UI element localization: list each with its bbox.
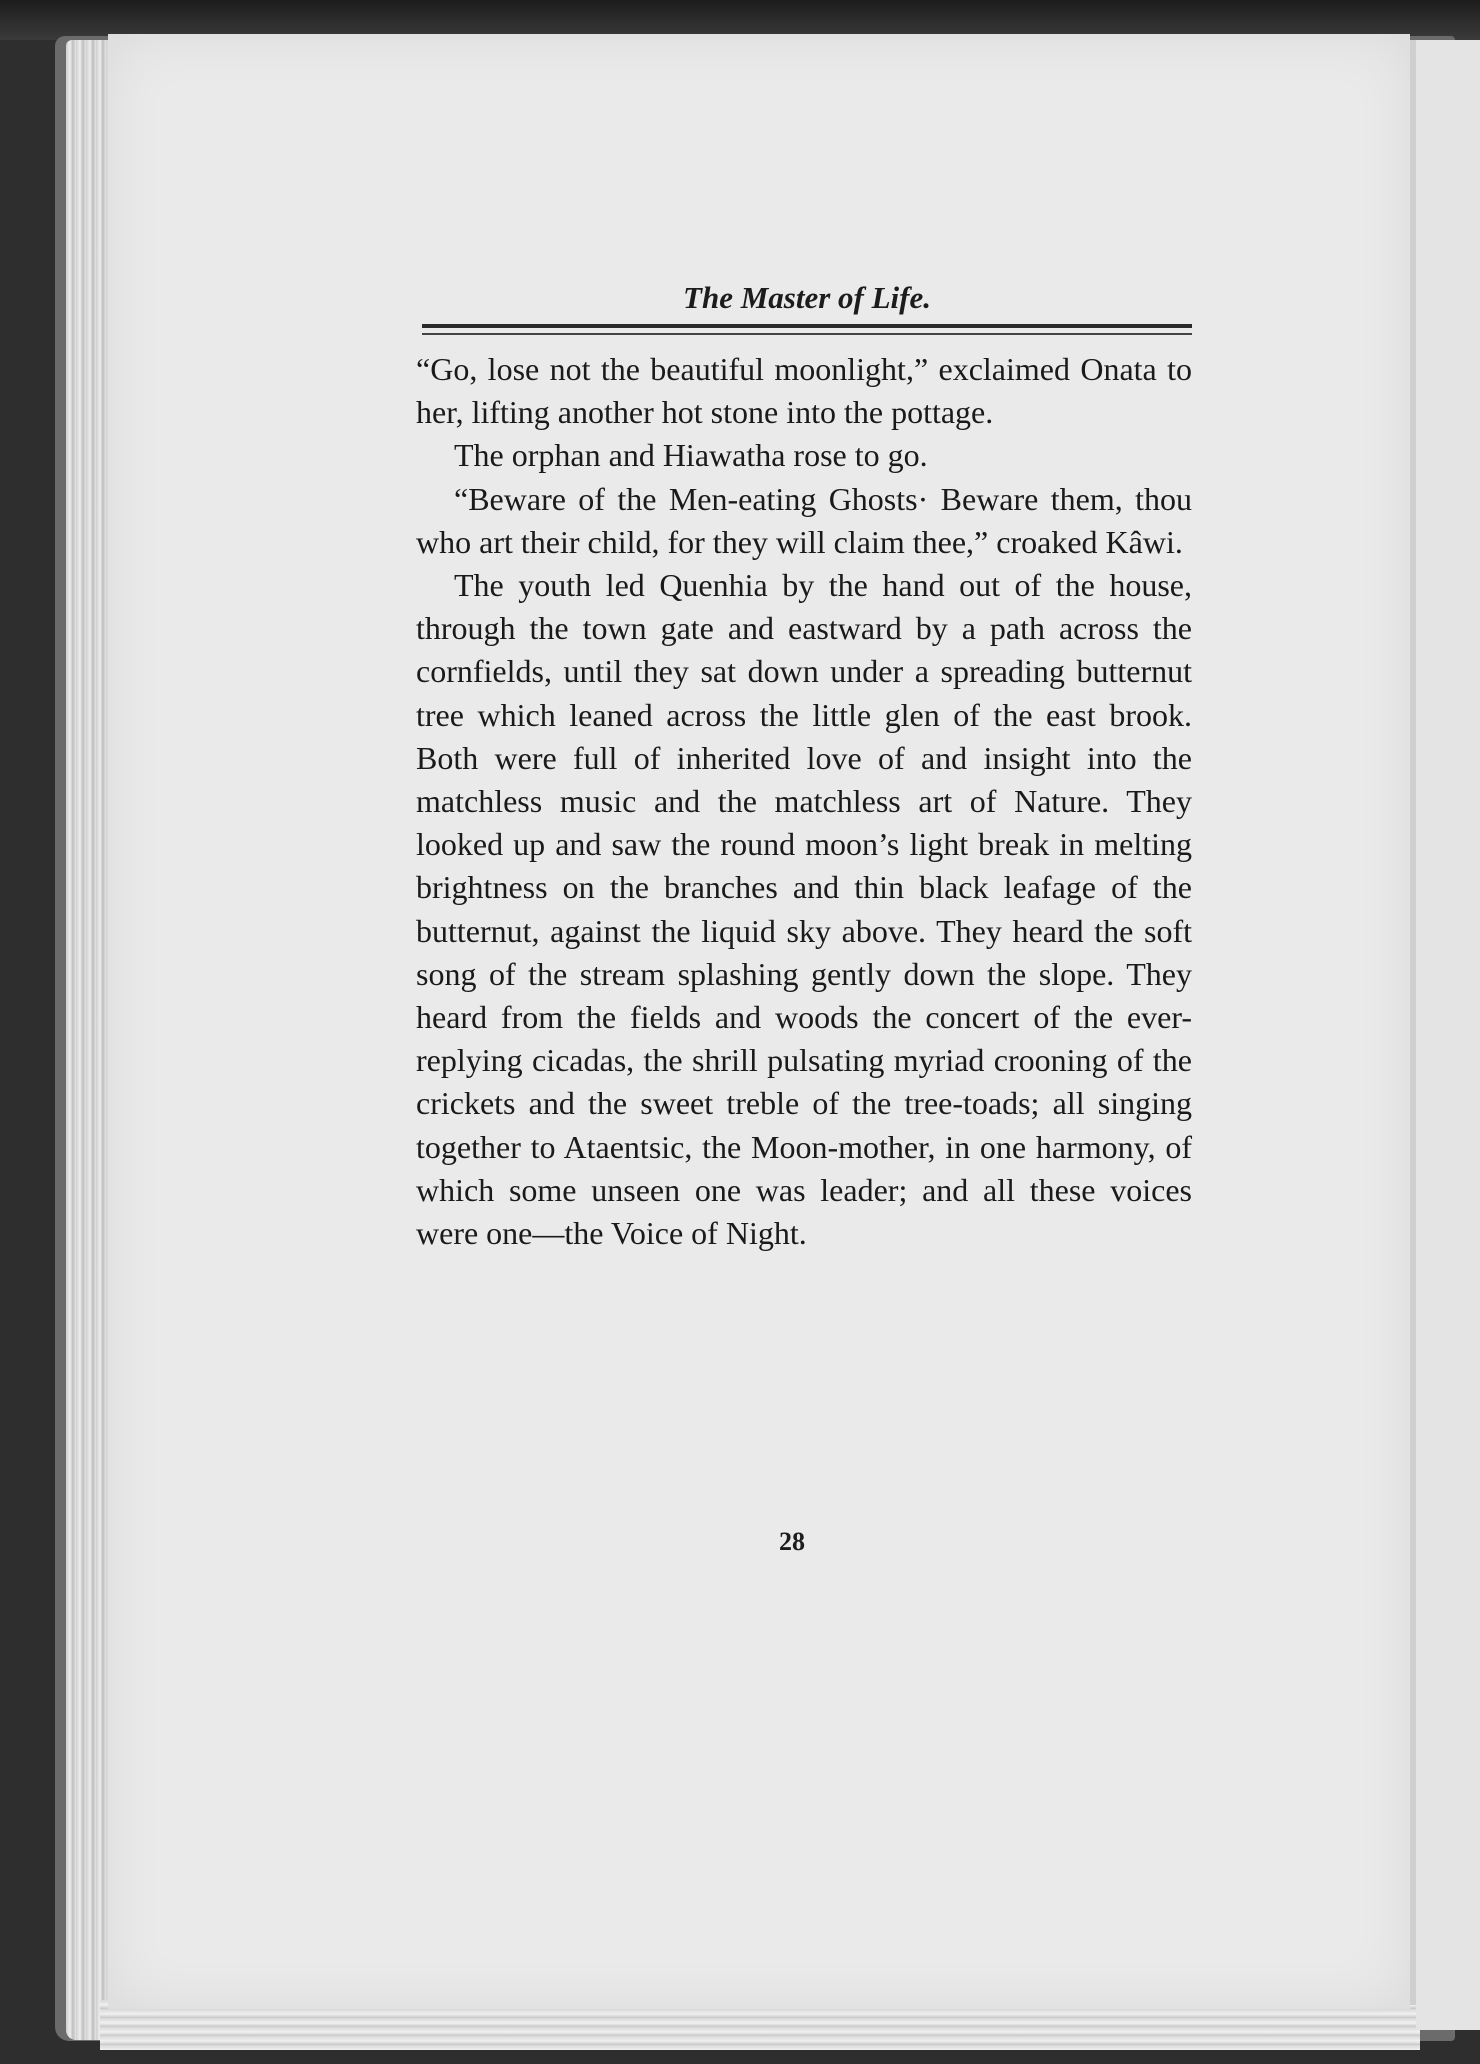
header-rule-thin (422, 333, 1192, 335)
running-head: The Master of Life. (683, 280, 931, 315)
page-number: 28 (779, 1527, 805, 1556)
paragraph: The youth led Quenhia by the hand out of the house, through the town gate and eastward by a path across the cornfields, until they sat down under a spreading butternut tree which leaned across the little glen of the east brook. Both were full of inherited love of and insight into the matchless music and the matchless art of Nature. They looked up and saw the round moon’s light break in melting brightness on the branches and thin black leafage of the butternut, against the liquid sky above. They heard the soft song of the stream splashing gently down the slope. They heard from the fields and woods the concert of the ever-replying cicadas, the shrill pulsating myriad crooning of the crickets and the sweet treble of the tree-toads; all singing together to Ataentsic, the Moon-mother, in one harmony, of which some unseen one was leader; and all these voices were one—the Voice of Night. (416, 567, 1192, 1252)
body-text (416, 348, 1192, 1255)
paragraph: “Beware of the Men-eating Ghosts· Beware them, thou who art their child, for they will claim thee,” croaked Kâwi. (416, 480, 1192, 560)
paragraph: The orphan and Hiawatha rose to go. (454, 437, 928, 474)
next-page-edge (1416, 40, 1480, 2030)
header-rule (422, 324, 1192, 328)
paragraph: “Go, lose not the beautiful moonlight,” exclaimed Onata to her, lifting another hot stone into the pottage. (416, 351, 1192, 431)
